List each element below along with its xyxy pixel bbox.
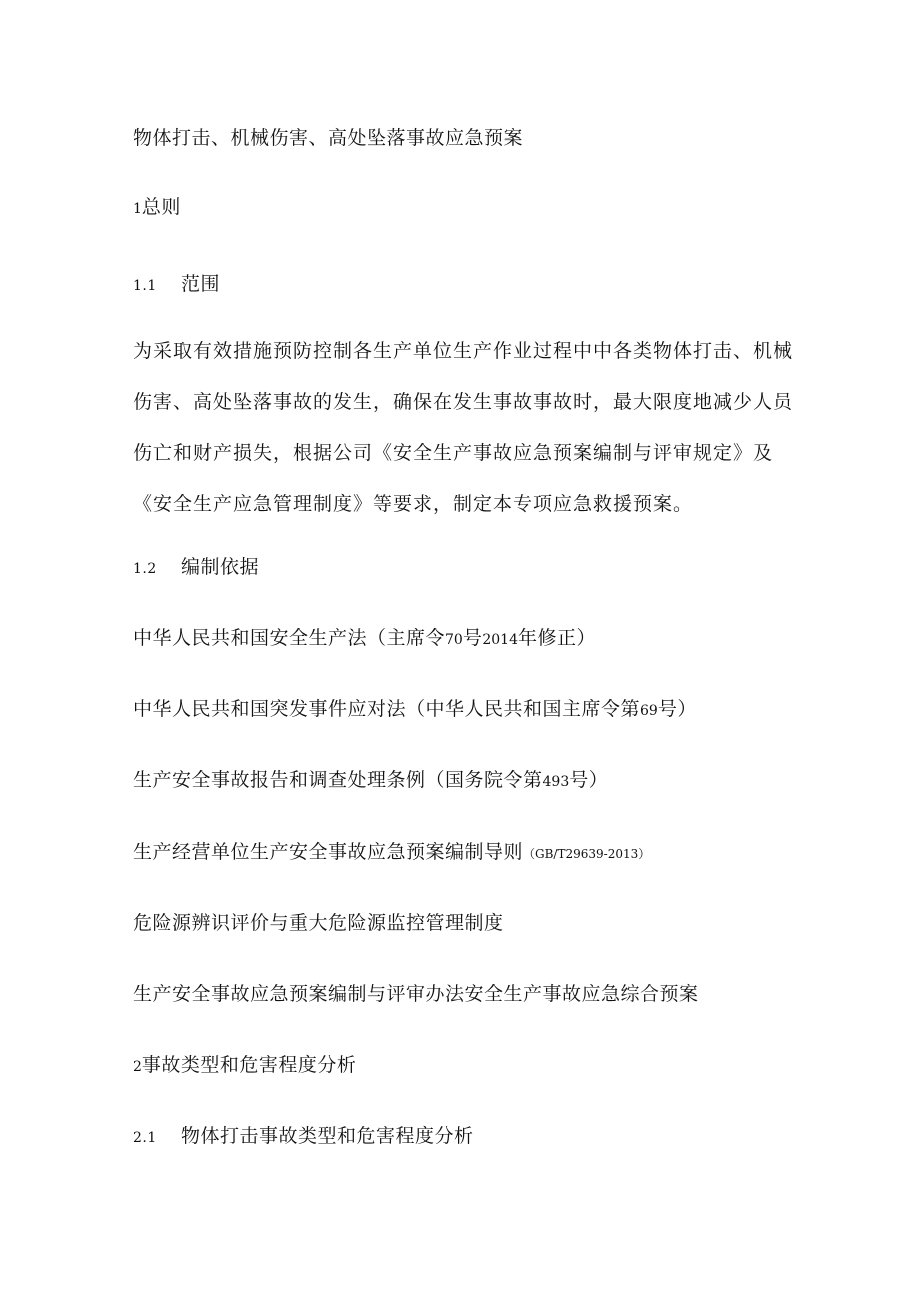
section-2-1-heading (133, 1124, 474, 1150)
basis-item-5 (133, 911, 504, 935)
document-title-text: 物体打击、机械伤害、高处坠落事故应急预案 (133, 127, 524, 149)
section-label: 物体打击事故类型和危害程度分析 (181, 1125, 474, 1147)
scope-paragraph: 为采取有效措施预防控制各生产单位生产作业过程中中各类物体打击、机械伤害、高处坠落事故的发生，确保在发生事故事故时，最大限度地减少人员伤亡和财产损失，根据公司《安全生产事故应急预案编制与评审规定》及《安全生产应急管理制度》等要求，制定本专项应急救援预案。 (133, 340, 794, 515)
section-1-1-heading (133, 272, 220, 298)
section-2-heading (133, 1053, 356, 1079)
basis-number: 493 (542, 774, 570, 790)
section-number: 1.1 (133, 278, 157, 294)
section-1-2-heading (133, 555, 259, 581)
basis-text: 危险源辨识评价与重大危险源监控管理制度 (133, 912, 504, 934)
section-number: 1 (133, 201, 142, 217)
basis-text: 中华人民共和国突发事件应对法（中华人民共和国主席令第 (133, 698, 641, 720)
basis-item-2 (133, 697, 697, 723)
section-number: 2 (133, 1059, 142, 1075)
section-label: 事故类型和危害程度分析 (141, 1054, 357, 1076)
basis-text: 号） (657, 698, 697, 720)
section-label: 范围 (181, 273, 221, 295)
basis-number: 70 (445, 632, 463, 648)
basis-item-1 (133, 626, 596, 652)
section-number: 1.2 (133, 561, 157, 577)
section-number: 2.1 (133, 1130, 157, 1146)
basis-text: 号 (462, 627, 483, 649)
basis-number: 69 (640, 703, 658, 719)
document-title (133, 126, 523, 150)
basis-text: 生产安全事故应急预案编制与评审办法安全生产事故应急综合预案 (133, 983, 699, 1005)
section-label: 编制依据 (181, 556, 260, 578)
basis-text: 中华人民共和国安全生产法（主席令 (133, 627, 446, 649)
basis-text: 生产安全事故报告和调查处理条例（国务院令第 (133, 769, 543, 791)
basis-item-6 (133, 982, 699, 1006)
section-1-heading (133, 195, 181, 221)
basis-item-4 (133, 840, 650, 866)
section-label: 总则 (141, 196, 181, 218)
standard-code: （GB/T29639-2013） (523, 847, 651, 861)
basis-text: 年修正） (518, 627, 597, 649)
basis-item-3 (133, 768, 608, 794)
basis-number: 2014 (482, 632, 518, 648)
basis-text: 号） (569, 769, 609, 791)
basis-text: 生产经营单位生产安全事故应急预案编制导则 (133, 841, 524, 863)
